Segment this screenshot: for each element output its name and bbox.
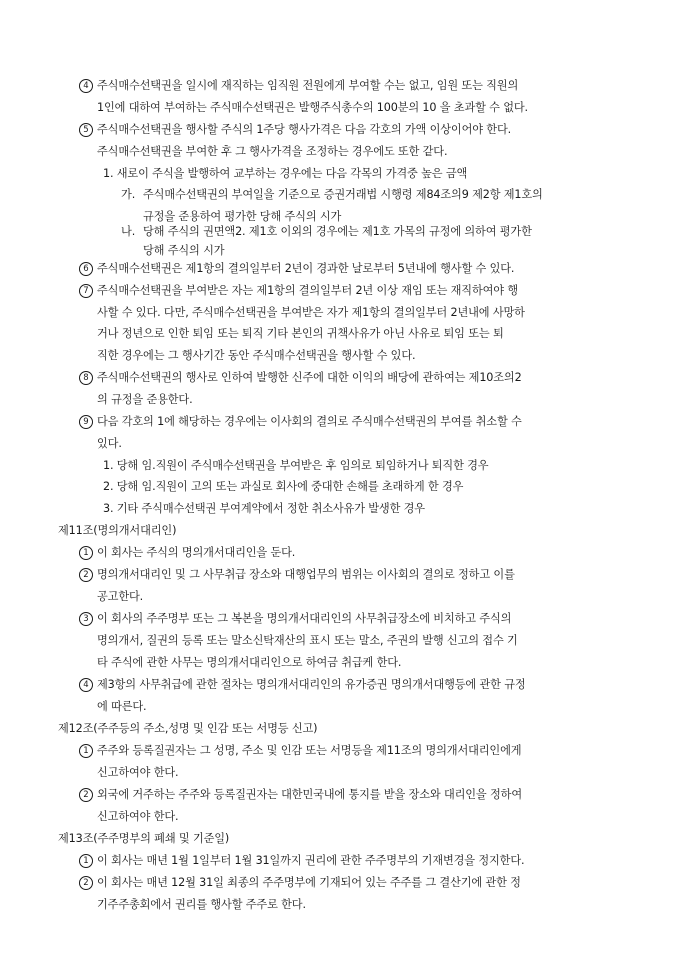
paragraph-line: 이 회사는 주식의 명의개서대리인을 둔다.: [97, 546, 296, 559]
paragraph-marker: 4: [79, 678, 93, 692]
paragraph-line: 주주와 등록질권자는 그 성명, 주소 및 인감 또는 서명등을 제11조의 명의개서대리인에게: [97, 744, 522, 757]
paragraph-line: 주식매수선택권을 부여한 후 그 행사가격을 조정하는 경우에도 또한 같다.: [97, 145, 448, 158]
paragraph-marker: 1: [79, 744, 93, 758]
paragraph-line: 있다.: [97, 437, 122, 450]
subitem-line: 1. 새로이 주식을 발행하여 교부하는 경우에는 다음 각목의 가격중 높은 금액: [103, 167, 468, 180]
paragraph-marker: 2: [79, 568, 93, 582]
paragraph-line: 사할 수 있다. 다만, 주식매수선택권을 부여받은 자가 제1항의 결의일부터 2년내에 사망하: [97, 306, 525, 319]
paragraph-line: 외국에 거주하는 주주와 등록질권자는 대한민국내에 통지를 받을 장소와 대리인을 정하여: [97, 788, 522, 801]
subitem-line: 1. 당해 임.직원이 주식매수선택권을 부여받은 후 임의로 퇴임하거나 퇴직한 경우: [103, 459, 489, 472]
paragraph-marker: 9: [79, 415, 93, 429]
subitem-line: 3. 기타 주식매수선택권 부여계약에서 정한 취소사유가 발생한 경우: [103, 502, 425, 515]
paragraph-marker: 1: [79, 546, 93, 560]
paragraph-line: 주식매수선택권을 부여받은 자는 제1항의 결의일부터 2년 이상 재임 또는 재직하여야 행: [97, 284, 518, 297]
paragraph-line: 주식매수선택권은 제1항의 결의일부터 2년이 경과한 날로부터 5년내에 행사할 수 있다.: [97, 262, 515, 275]
paragraph-line: 주식매수선택권의 행사로 인하여 발행한 신주에 대한 이익의 배당에 관하여는 제10조의2: [97, 371, 522, 384]
paragraph-line: 명의개서, 질권의 등록 또는 말소신탁재산의 표시 또는 말소, 주권의 발행 신고의 접수 기: [97, 634, 518, 647]
paragraph-marker: 6: [79, 262, 93, 276]
subitem-line: 2. 당해 임.직원이 고의 또는 과실로 회사에 중대한 손해를 초래하게 한 경우: [103, 480, 464, 493]
paragraph-marker: 7: [79, 284, 93, 298]
subitem-marker: 나.: [121, 225, 136, 238]
paragraph-line: 공고한다.: [97, 590, 144, 603]
paragraph-line: 기주주총회에서 권리를 행사할 주주로 한다.: [97, 898, 306, 911]
subitem-line: 당해 주식의 권면액2. 제1호 이외의 경우에는 제1호 가목의 규정에 의하여 평가한: [143, 225, 532, 238]
paragraph-line: 주식매수선택권을 행사할 주식의 1주당 행사가격은 다음 각호의 가액 이상이어야 한다.: [97, 123, 512, 136]
paragraph-marker: 4: [79, 79, 93, 93]
paragraph-line: 신고하여야 한다.: [97, 766, 179, 779]
paragraph-line: 이 회사의 주주명부 또는 그 복본을 명의개서대리인의 사무취급장소에 비치하고 주식의: [97, 612, 512, 625]
subitem-line: 주식매수선택권의 부여일을 기준으로 증권거래법 시행령 제84조의9 제2항 제1호의: [143, 188, 543, 201]
paragraph-line: 주식매수선택권을 일시에 재직하는 임직원 전원에게 부여할 수는 없고, 임원 또는 직원의: [97, 79, 519, 92]
article-heading: 제12조(주주등의 주소,성명 및 인감 또는 서명등 신고): [58, 722, 318, 735]
article-heading: 제13조(주주명부의 폐쇄 및 기준일): [58, 832, 230, 845]
paragraph-line: 제3항의 사무취급에 관한 절차는 명의개서대리인의 유가증권 명의개서대행등에 관한 규정: [97, 678, 526, 691]
paragraph-marker: 2: [79, 788, 93, 802]
paragraph-marker: 3: [79, 612, 93, 626]
paragraph-line: 신고하여야 한다.: [97, 810, 179, 823]
paragraph-line: 1인에 대하여 부여하는 주식매수선택권은 발행주식총수의 100분의 10 을 초과할 수 없다.: [97, 101, 528, 114]
subitem-marker: 가.: [121, 188, 136, 201]
paragraph-line: 다음 각호의 1에 해당하는 경우에는 이사회의 결의로 주식매수선택권의 부여를 취소할 수: [97, 415, 522, 428]
paragraph-line: 직한 경우에는 그 행사기간 동안 주식매수선택권을 행사할 수 있다.: [97, 349, 416, 362]
paragraph-marker: 2: [79, 876, 93, 890]
paragraph-line: 에 따른다.: [97, 700, 147, 713]
paragraph-line: 명의개서대리인 및 그 사무취급 장소와 대행업무의 범위는 이사회의 결의로 정하고 이를: [97, 568, 515, 581]
subitem-line: 당해 주식의 시가: [143, 244, 225, 257]
paragraph-line: 이 회사는 매년 1월 1일부터 1월 31일까지 권리에 관한 주주명부의 기재변경을 정지한다.: [97, 854, 525, 867]
paragraph-line: 이 회사는 매년 12월 31일 최종의 주주명부에 기재되어 있는 주주를 그 결산기에 관한 정: [97, 876, 521, 889]
subitem-line: 규정을 준용하여 평가한 당해 주식의 시가: [143, 210, 342, 223]
article-heading: 제11조(명의개서대리인): [58, 524, 177, 537]
paragraph-marker: 5: [79, 123, 93, 137]
paragraph-line: 타 주식에 관한 사무는 명의개서대리인으로 하여금 취급케 한다.: [97, 656, 402, 669]
paragraph-line: 의 규정을 준용한다.: [97, 393, 193, 406]
paragraph-line: 거나 정년으로 인한 퇴임 또는 퇴직 기타 본인의 귀책사유가 아닌 사유로 퇴임 또는 퇴: [97, 327, 504, 340]
paragraph-marker: 8: [79, 371, 93, 385]
paragraph-marker: 1: [79, 854, 93, 868]
